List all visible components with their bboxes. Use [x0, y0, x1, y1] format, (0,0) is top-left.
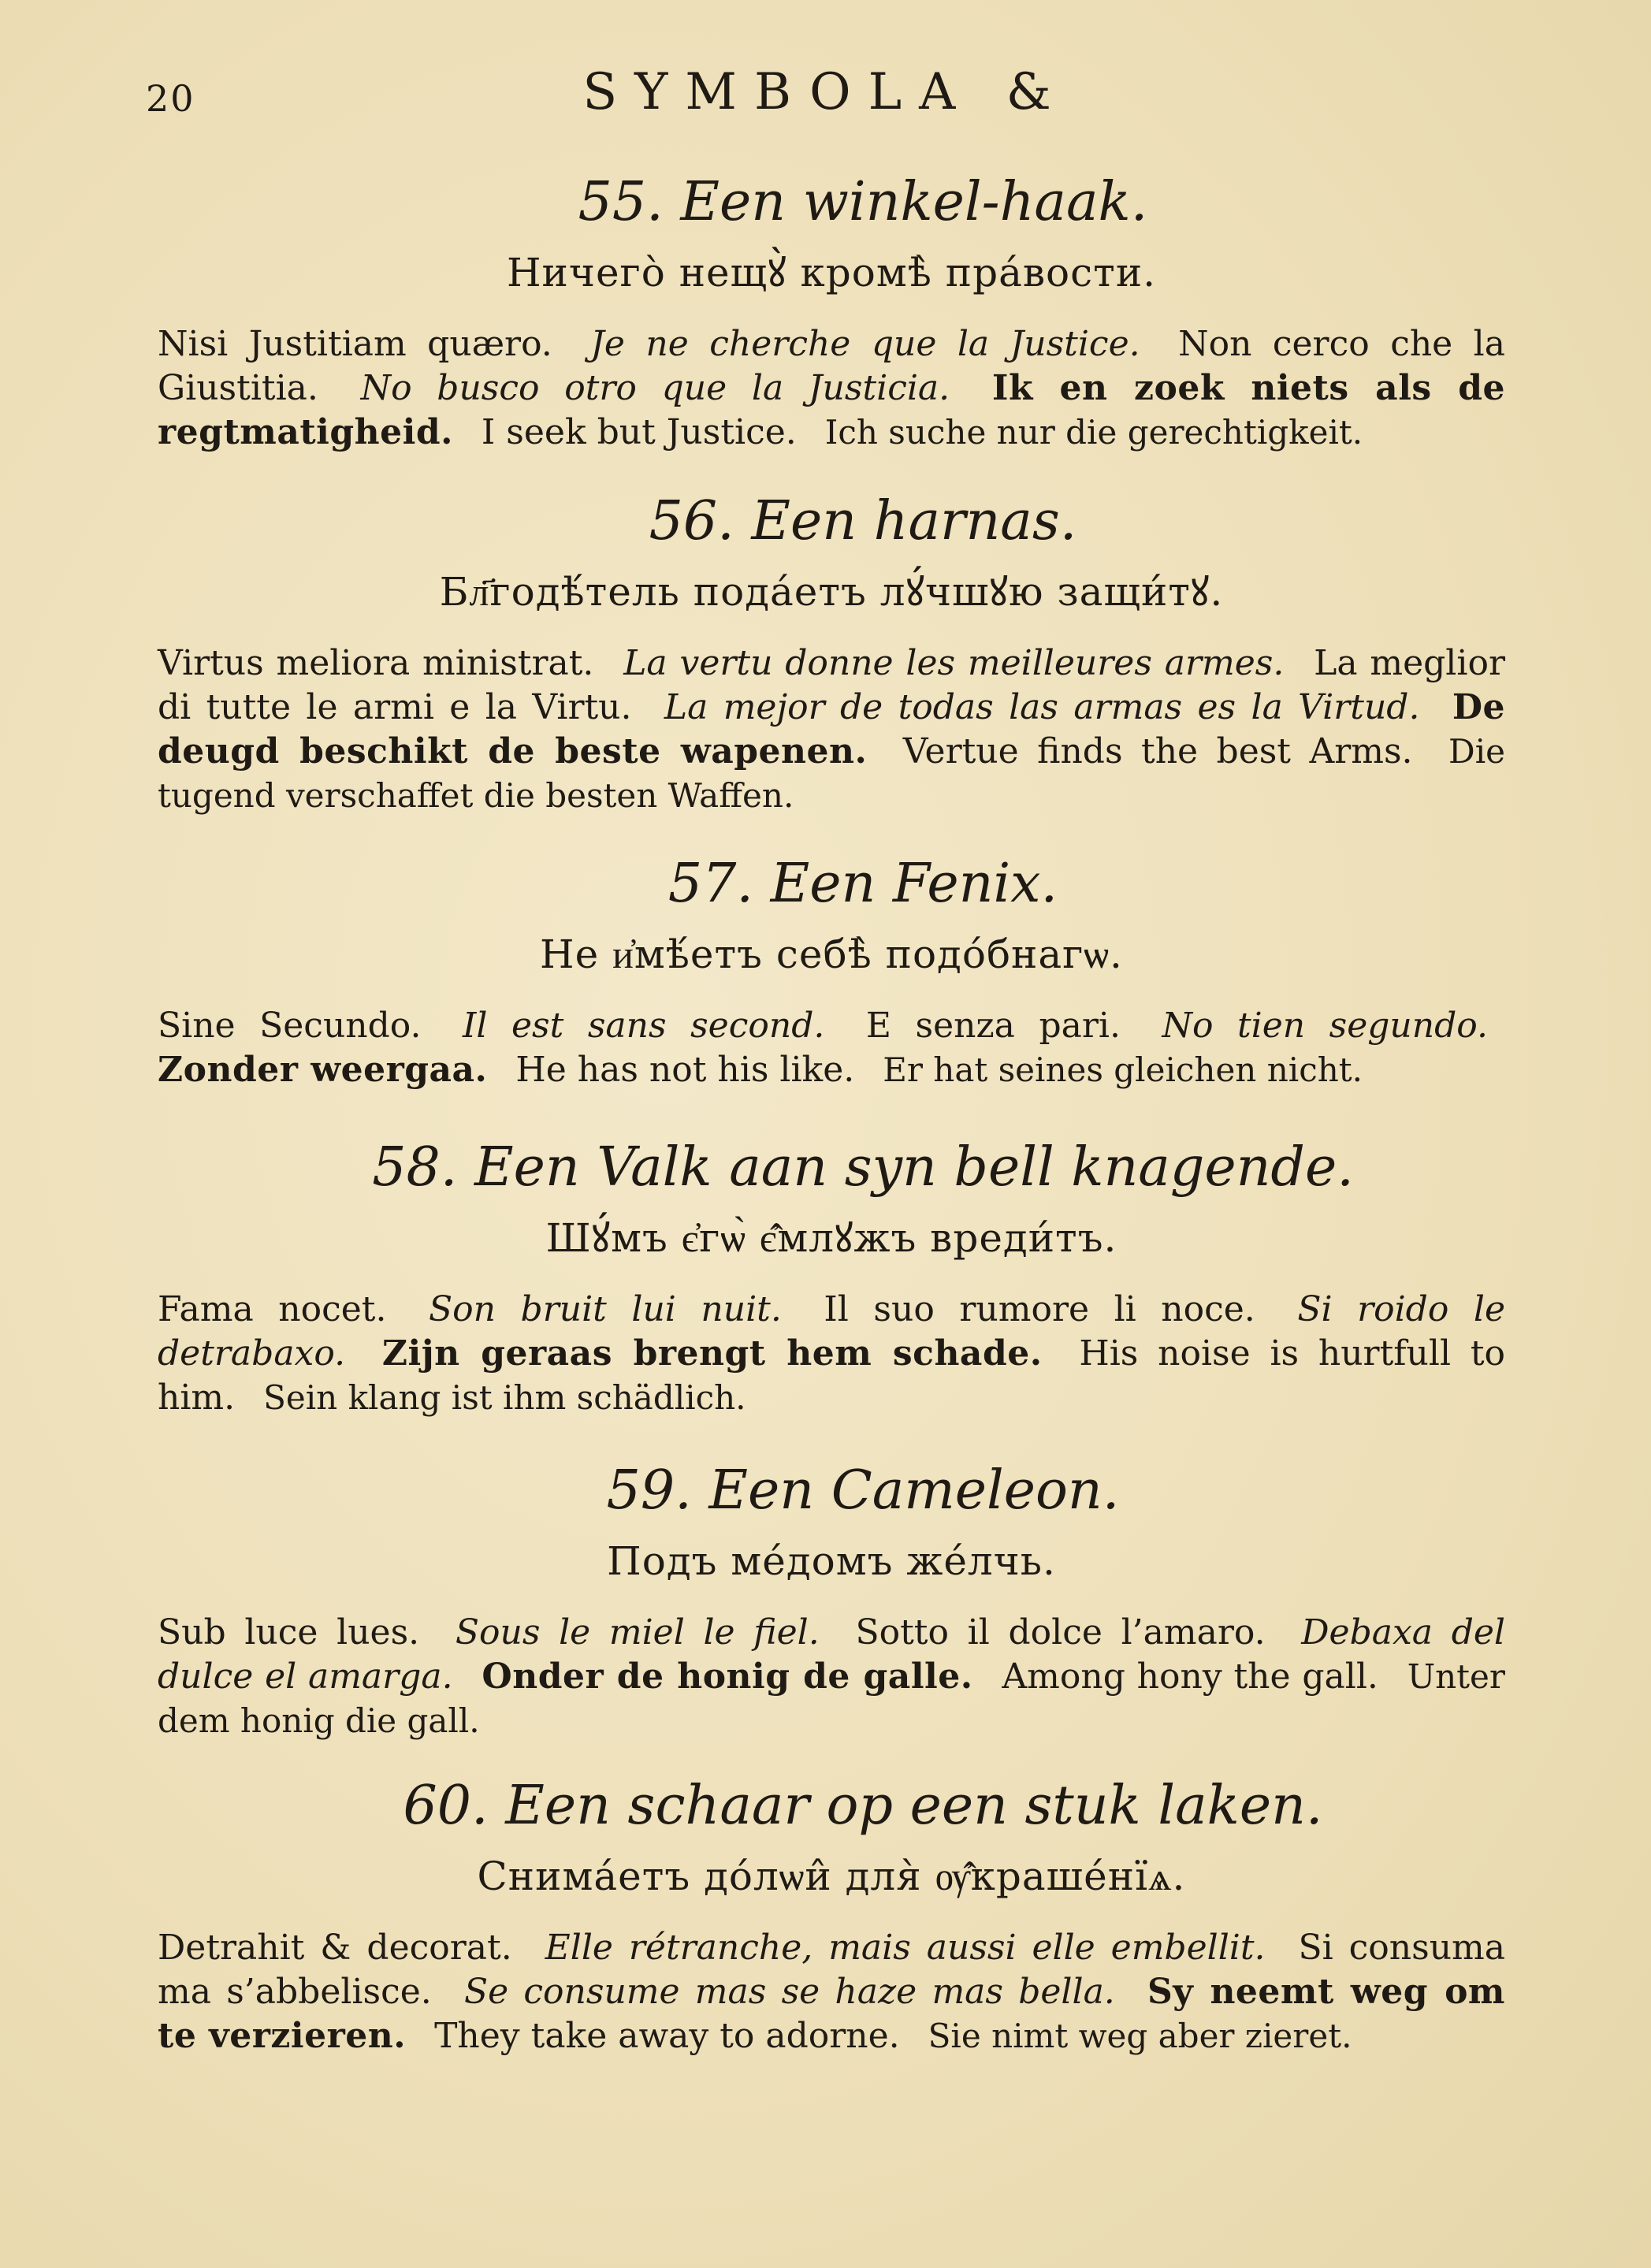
- entry-title: 59. Een Cameleon.: [606, 1459, 1120, 1522]
- emblem-entry-58: [158, 1135, 1505, 1420]
- dutch-motto: Onder de honig de galle.: [482, 1656, 973, 1697]
- french-motto: La vertu donne les meilleures armes.: [623, 643, 1285, 683]
- french-motto: Son bruit lui nuit.: [429, 1289, 782, 1329]
- entry-title: 55. Een winkel-haak.: [578, 171, 1148, 233]
- dutch-motto: Zijn geraas brengt hem schade.: [381, 1333, 1043, 1374]
- latin-motto: Fama nocet.: [158, 1289, 387, 1329]
- entry-slavonic-motto: Не и҆мѣ́етъ себѣ̀ подо́бнагѡ.: [540, 931, 1123, 977]
- entry-title: 56. Een harnas.: [649, 490, 1077, 552]
- entry-title: 57. Een Fenix.: [667, 853, 1058, 915]
- entry-translations: [158, 641, 1505, 818]
- english-motto: His noise is hurtfull to him.: [158, 1333, 1505, 1418]
- dutch-motto: Ik en zoek niets als de regtmatigheid.: [158, 368, 1505, 452]
- spanish-motto: No busco otro que la Justicia.: [360, 368, 950, 408]
- german-motto: Ich suche nur die gerechtigkeit.: [824, 413, 1363, 452]
- english-motto: He has not his like.: [515, 1050, 855, 1090]
- french-motto: Sous le miel le fiel.: [455, 1612, 820, 1653]
- german-motto: Sie nimt weg aber zieret.: [928, 2017, 1352, 2055]
- entry-slavonic-motto: Шꙋ́мъ є҆гѡ̀ є҆̂млꙋжъ вреди́тъ.: [545, 1215, 1117, 1261]
- entry-slavonic-motto: Снима́етъ до́лѡи̂ для̀ ѹ҆̂краше́нїѧ.: [477, 1853, 1186, 1899]
- german-motto: Sein klang ist ihm schädlich.: [263, 1378, 746, 1417]
- english-motto: Among hony the gall.: [1002, 1656, 1378, 1697]
- italian-motto: Il suo rumore li noce.: [824, 1289, 1255, 1329]
- running-head: SYMBOLA &: [582, 63, 1069, 121]
- latin-motto: Nisi Justitiam quæro.: [158, 324, 552, 364]
- latin-motto: Sub luce lues.: [158, 1612, 420, 1653]
- italian-motto: Sotto il dolce l’amaro.: [855, 1612, 1266, 1653]
- emblem-entry-60: [158, 1773, 1505, 2058]
- dutch-motto: Zonder weergaa.: [158, 1050, 488, 1090]
- french-motto: Elle rétranche, mais aussi elle embellit.: [545, 1928, 1266, 1968]
- emblem-entry-57: [158, 851, 1505, 1092]
- spanish-motto: Debaxa del dulce el amarga.: [158, 1612, 1505, 1697]
- german-motto: Die tugend verschaffet die besten Waffen.: [158, 732, 1505, 815]
- german-motto: Unter dem honig die gall.: [158, 1657, 1505, 1740]
- italian-motto: La meglior di tutte le armi e la Virtu.: [158, 643, 1505, 727]
- english-motto: They take away to adorne.: [434, 2016, 900, 2056]
- entry-title: 60. Een schaar op een stuk laken.: [403, 1775, 1323, 1837]
- entry-translations: [158, 322, 1505, 455]
- italian-motto: Si consuma ma s’abbelisce.: [158, 1928, 1505, 2012]
- emblem-entry-55: [158, 169, 1505, 455]
- page-number: 20: [146, 77, 195, 120]
- french-motto: Il est sans second.: [463, 1006, 825, 1046]
- spanish-motto: Se consume mas se haze mas bella.: [464, 1972, 1115, 2012]
- english-motto: I seek but Justice.: [481, 412, 797, 452]
- latin-motto: Detrahit & decorat.: [158, 1928, 512, 1968]
- entry-slavonic-motto: Ничего̀ нещꙋ̀ кромѣ̀ пра́вости.: [506, 250, 1157, 296]
- french-motto: Je ne cherche que la Justice.: [590, 324, 1140, 364]
- italian-motto: E senza pari.: [865, 1006, 1121, 1046]
- emblem-entry-59: [158, 1458, 1505, 1743]
- entry-translations: [158, 1288, 1505, 1420]
- entry-translations: [158, 1004, 1505, 1092]
- italian-motto: Non cerco che la Giustitia.: [158, 324, 1505, 408]
- entry-slavonic-motto: Бл҃годѣ́тель пода́етъ лꙋ́чшꙋю защи́тꙋ.: [439, 569, 1224, 615]
- entry-title: 58. Een Valk aan syn bell knagende.: [372, 1136, 1354, 1199]
- german-motto: Er hat seines gleichen nicht.: [883, 1050, 1363, 1089]
- latin-motto: Virtus meliora ministrat.: [158, 643, 594, 683]
- entry-translations: [158, 1926, 1505, 2058]
- spanish-motto: La mejor de todas las armas es la Virtud.: [664, 687, 1420, 727]
- spanish-motto: No tien segundo.: [1162, 1006, 1488, 1046]
- latin-motto: Sine Secundo.: [158, 1006, 422, 1046]
- entry-slavonic-motto: Подъ ме́домъ же́лчь.: [607, 1538, 1056, 1584]
- dutch-motto: Sy neemt weg om te verzieren.: [158, 1972, 1505, 2056]
- dutch-motto: De deugd beschikt de beste wapenen.: [158, 687, 1505, 771]
- english-motto: Vertue finds the best Arms.: [902, 731, 1413, 771]
- spanish-motto: Si roido le detrabaxo.: [158, 1289, 1506, 1374]
- emblem-entry-56: [158, 489, 1505, 818]
- entry-translations: [158, 1611, 1505, 1743]
